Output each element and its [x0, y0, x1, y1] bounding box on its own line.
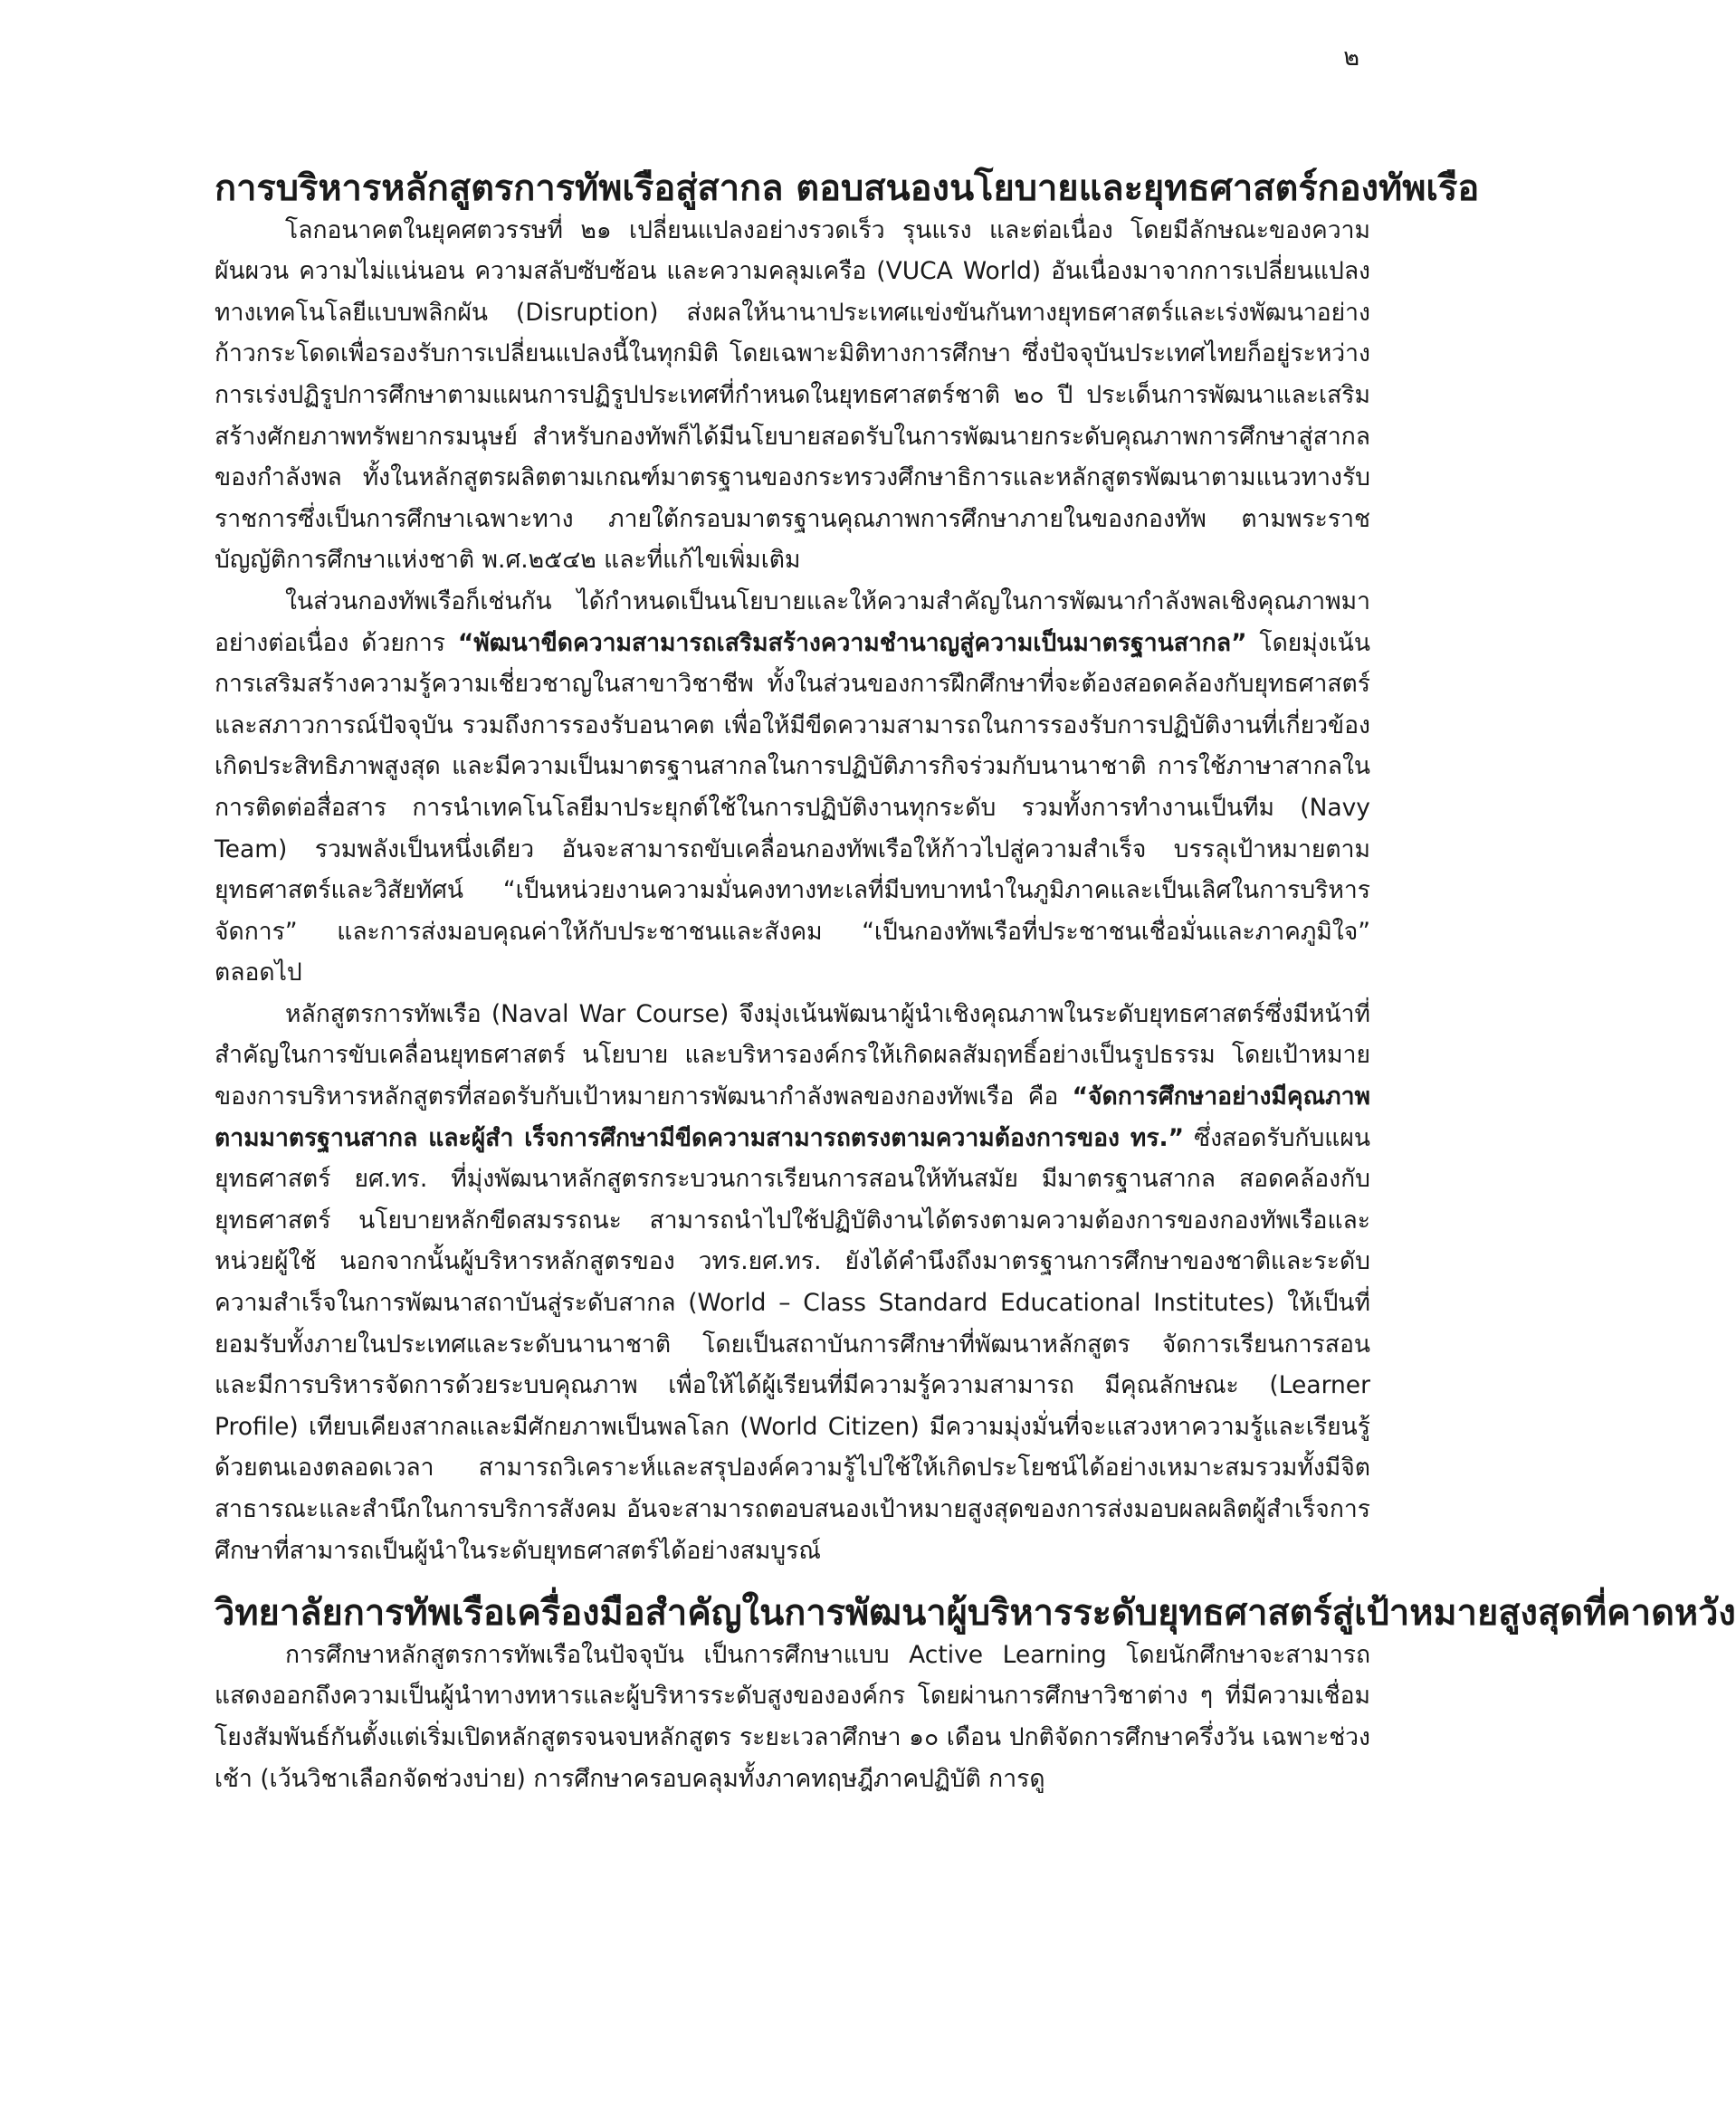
paragraph-naval-war-course-emphasis: “จัดการศึกษาอย่างมีคุณภาพตามมาตรฐานสากล และผู้สำ เร็จการศึกษามีขีดความสามารถตรงตามความต้องการของ ทร.” — [215, 1082, 1370, 1152]
paragraph-vuca-world: โลกอนาคตในยุคศตวรรษที่ ๒๑ เปลี่ยนแปลงอย่างรวดเร็ว รุนแรง และต่อเนื่อง โดยมีลักษณะของความผันผวน ความไม่แน่นอน ความสลับซับซ้อน และความคลุมเครือ (VUCA World) อันเนื่องมาจากการเปลี่ยนแปลงทางเทคโนโลยีแบบพลิกผัน (Disruption) ส่งผลให้นานาประเทศแข่งขันกันทางยุทธศาสตร์และเร่งพัฒนาอย่างก้าวกระโดดเพื่อรองรับการเปลี่ยนแปลงนี้ในทุกมิติ โดยเฉพาะมิติทางการศึกษา ซึ่งปัจจุบันประเทศไทยก็อยู่ระหว่างการเร่งปฏิรูปการศึกษาตามแผนการปฏิรูปประเทศที่กำหนดในยุทธศาสตร์ชาติ ๒๐ ปี ประเด็นการพัฒนาและเสริมสร้างศักยภาพทรัพยากรมนุษย์ สำหรับกองทัพก็ได้มีนโยบายสอดรับในการพัฒนายกระดับคุณภาพการศึกษาสู่สากลของกำลังพล ทั้งในหลักสูตรผลิตตามเกณฑ์มาตรฐานของกระทรวงศึกษาธิการและหลักสูตรพัฒนาตามแนวทางรับราชการซึ่งเป็นการศึกษาเฉพาะทาง ภายใต้กรอบมาตรฐานคุณภาพการศึกษาภายในของกองทัพ ตามพระราชบัญญัติการศึกษาแห่งชาติ พ.ศ.๒๕๔๒ และที่แก้ไขเพิ่มเติม — [215, 215, 1370, 575]
paragraph-navy-policy-text-b: โดยมุ่งเน้นการเสริมสร้างความรู้ความเชี่ยวชาญในสาขาวิชาชีพ ทั้งในส่วนของการฝึกศึกษาที่จะต้องสอดคล้องกับยุทธศาสตร์และสภาวการณ์ปัจจุบัน รวมถึงการรองรับอนาคต เพื่อให้มีขีดความสามารถในการรองรับการปฏิบัติงานที่เกี่ยวข้อง เกิดประสิทธิภาพสูงสุด และมีความเป็นมาตรฐานสากลในการปฏิบัติภารกิจร่วมกับนานาชาติ การใช้ภาษาสากลในการติดต่อสื่อสาร การนำเทคโนโลยีมาประยุกต์ใช้ในการปฏิบัติงานทุกระดับ รวมทั้งการทำงานเป็นทีม (Navy Team) รวมพลังเป็นหนึ่งเดียว อันจะสามารถขับเคลื่อนกองทัพเรือให้ก้าวไปสู่ความสำเร็จ บรรลุเป้าหมายตามยุทธศาสตร์และวิสัยทัศน์ “เป็นหน่วยงานความมั่นคงทางทะเลที่มีบทบาทนำในภูมิภาคและเป็นเลิศในการบริหารจัดการ” และการส่งมอบคุณค่าให้กับประชาชนและสังคม “เป็นกองทัพเรือที่ประชาชนเชื่อมั่นและภาคภูมิใจ” ตลอดไป — [215, 628, 1370, 987]
section-heading-naval-course-management: การบริหารหลักสูตรการทัพเรือสู่สากล ตอบสนองนโยบายและยุทธศาสตร์กองทัพเรือ — [215, 167, 1480, 209]
document-body — [215, 167, 1736, 1799]
paragraph-navy-policy — [215, 581, 1370, 994]
paragraph-navy-policy-text-a: ในส่วนกองทัพเรือก็เช่นกัน ได้กำหนดเป็นนโยบายและให้ความสำคัญในการพัฒนากำลังพลเชิงคุณภาพมาอย่างต่อเนื่อง ด้วยการ — [215, 586, 1370, 657]
paragraph-active-learning: การศึกษาหลักสูตรการทัพเรือในปัจจุบัน เป็นการศึกษาแบบ Active Learning โดยนักศึกษาจะสามารถแสดงออกถึงความเป็นผู้นำทางทหารและผู้บริหารระดับสูงขององค์กร โดยผ่านการศึกษาวิชาต่าง ๆ ที่มีความเชื่อมโยงสัมพันธ์กันตั้งแต่เริ่มเปิดหลักสูตรจนจบหลักสูตร ระยะเวลาศึกษา ๑๐ เดือน ปกติจัดการศึกษาครึ่งวัน เฉพาะช่วงเช้า (เว้นวิชาเลือกจัดช่วงบ่าย) การศึกษาครอบคลุมทั้งภาคทฤษฎีภาคปฏิบัติ การดู — [215, 1640, 1370, 1793]
paragraph-naval-war-course-text-a: หลักสูตรการทัพเรือ (Naval War Course) จึงมุ่งเน้นพัฒนาผู้นำเชิงคุณภาพในระดับยุทธศาสตร์ซึ่งมีหน้าที่สำคัญในการขับเคลื่อนยุทธศาสตร์ นโยบาย และบริหารองค์กรให้เกิดผลสัมฤทธิ์อย่างเป็นรูปธรรม โดยเป้าหมายของการบริหารหลักสูตรที่สอดรับกับเป้าหมายการพัฒนากำลังพลของกองทัพเรือ คือ — [215, 999, 1370, 1111]
page-number: ๒ — [1343, 43, 1359, 72]
paragraph-naval-war-course — [215, 994, 1370, 1571]
paragraph-navy-policy-emphasis: “พัฒนาขีดความสามารถเสริมสร้างความชำนาญสู่ความเป็นมาตรฐานสากล” — [457, 628, 1247, 657]
section-heading-naval-war-college: วิทยาลัยการทัพเรือเครื่องมือสำคัญในการพัฒนาผู้บริหารระดับยุทธศาสตร์สู่เป้าหมายสูงสุดที่คาดหวัง — [215, 1592, 1736, 1635]
paragraph-naval-war-course-text-b: ซึ่งสอดรับกับแผนยุทธศาสตร์ ยศ.ทร. ที่มุ่งพัฒนาหลักสูตรกระบวนการเรียนการสอนให้ทันสมัย มีมาตรฐานสากล สอดคล้องกับยุทธศาสตร์ นโยบายหลักขีดสมรรถนะ สามารถนำไปใช้ปฏิบัติงานได้ตรงตามความต้องการของกองทัพเรือและหน่วยผู้ใช้ นอกจากนั้นผู้บริหารหลักสูตรของ วทร.ยศ.ทร. ยังได้คำนึงถึงมาตรฐานการศึกษาของชาติและระดับความสำเร็จในการพัฒนาสถาบันสู่ระดับสากล (World – Class Standard Educational Institutes) ให้เป็นที่ยอมรับทั้งภายในประเทศและระดับนานาชาติ โดยเป็นสถาบันการศึกษาที่พัฒนาหลักสูตร จัดการเรียนการสอน และมีการบริหารจัดการด้วยระบบคุณภาพ เพื่อให้ได้ผู้เรียนที่มีความรู้ความสามารถ มีคุณลักษณะ (Learner Profile) เทียบเคียงสากลและมีศักยภาพเป็นพลโลก (World Citizen) มีความมุ่งมั่นที่จะแสวงหาความรู้และเรียนรู้ด้วยตนเองตลอดเวลา สามารถวิเคราะห์และสรุปองค์ความรู้ไปใช้ให้เกิดประโยชน์ได้อย่างเหมาะสมรวมทั้งมีจิตสาธารณะและสำนึกในการบริการสังคม อันจะสามารถตอบสนองเป้าหมายสูงสุดของการส่งมอบผลผลิตผู้สำเร็จการศึกษาที่สามารถเป็นผู้นำในระดับยุทธศาสตร์ได้อย่างสมบูรณ์ — [215, 1123, 1370, 1565]
